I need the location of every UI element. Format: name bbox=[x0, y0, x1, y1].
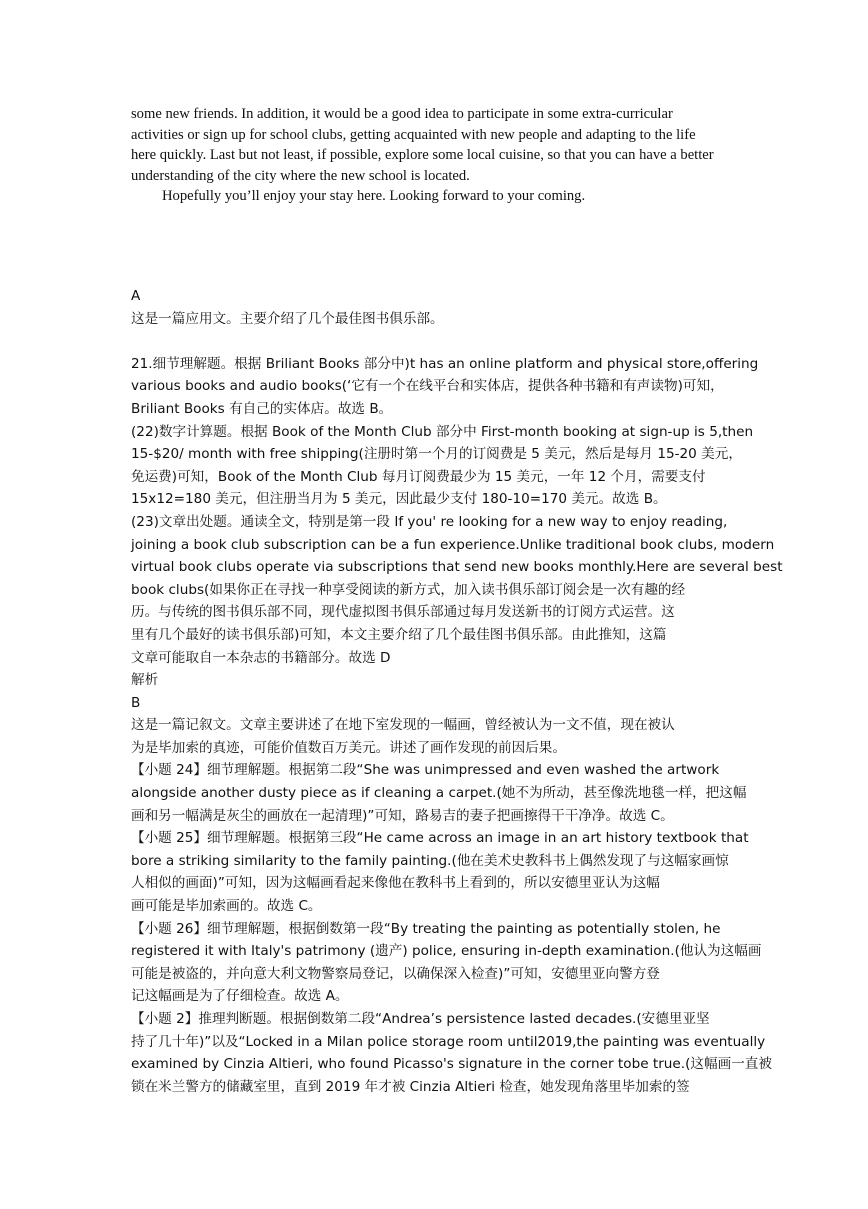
analysis-line: virtual book clubs operate via subscriptions that send new books monthly.Here are several best bbox=[131, 559, 783, 576]
letter-line: understanding of the city where the new school is located. bbox=[131, 167, 470, 184]
analysis-line: 15x12=180 美元，但注册当月为 5 美元，因此最少支付 180-10=170 美元。故选 B。 bbox=[131, 491, 667, 508]
analysis-line: book clubs(如果你正在寻找一种享受阅读的新方式，加入读书俱乐部订阅会是一次有趣的经 bbox=[131, 581, 686, 598]
analysis-line: 文章可能取自一本杂志的书籍部分。故选 D bbox=[131, 649, 391, 666]
letter-line: some new friends. In addition, it would be a good idea to participate in some extra-curricular bbox=[131, 106, 673, 122]
blank-line bbox=[131, 330, 741, 353]
section-b-label: B bbox=[131, 694, 141, 711]
analysis-line: 【小题 25】细节理解题。根据第三段“He came across an image in an art history textbook that bbox=[131, 830, 749, 847]
analysis-body bbox=[131, 285, 783, 1098]
analysis-line: (23)文章出处题。通读全文，特别是第一段 If you' re looking for a new way to enjoy reading, bbox=[131, 513, 728, 530]
analysis-line: 锁在米兰警方的储藏室里，直到 2019 年才被 Cinzia Altieri 检查，她发现角落里毕加索的签 bbox=[131, 1078, 690, 1095]
analysis-line: 15-$20/ month with free shipping(注册时第一个月的订阅费是 5 美元，然后是每月 15-20 美元， bbox=[131, 446, 742, 463]
analysis-line: 这是一篇记叙文。文章主要讲述了在地下室发现的一幅画，曾经被认为一文不值，现在被认 bbox=[131, 717, 675, 734]
section-a-label: A bbox=[131, 288, 141, 304]
analysis-line: 历。与传统的图书俱乐部不同，现代虚拟图书俱乐部通过每月发送新书的订阅方式运营。这 bbox=[131, 604, 675, 621]
analysis-line: 【小题 2】推理判断题。根据倒数第二段“Andrea’s persistence lasted decades.(安德里亚坚 bbox=[131, 1011, 710, 1027]
analysis-line: bore a striking similarity to the family painting.(他在美术史教科书上偶然发现了与这幅家画惊 bbox=[131, 852, 729, 869]
analysis-line: (22)数字计算题。根据 Book of the Month Club 部分中 First-month booking at sign-up is 5,then bbox=[131, 423, 754, 440]
analysis-line: 里有几个最好的读书俱乐部)可知，本文主要介绍了几个最佳图书俱乐部。由此推知，这篇 bbox=[131, 626, 667, 643]
analysis-line: Briliant Books 有自己的实体店。故选 B。 bbox=[131, 400, 393, 417]
analysis-heading: 解析 bbox=[131, 672, 159, 689]
letter-line: activities or sign up for school clubs, getting acquainted with new people and adapting to the life bbox=[131, 126, 696, 143]
analysis-line: 21.细节理解题。根据 Briliant Books 部分中)t has an online platform and physical store,offering bbox=[131, 355, 759, 372]
analysis-line: 为是毕加索的真迹，可能价值数百万美元。讲述了画作发现的前因后果。 bbox=[131, 739, 566, 756]
analysis-line: 【小题 24】细节理解题。根据第二段“She was unimpressed and even washed the artwork bbox=[131, 762, 720, 779]
analysis-line: examined by Cinzia Altieri, who found Picasso's signature in the corner tobe true.(这幅画一直被 bbox=[131, 1056, 772, 1073]
letter-body bbox=[131, 104, 741, 207]
analysis-line: various books and audio books(‘它有一个在线平台和实体店，提供各种书籍和有声读物)可知， bbox=[131, 378, 724, 395]
section-a-intro: 这是一篇应用文。主要介绍了几个最佳图书俱乐部。 bbox=[131, 310, 444, 327]
analysis-line: 【小题 26】细节理解题，根据倒数第一段“By treating the painting as potentially stolen, he bbox=[131, 920, 721, 937]
analysis-line: registered it with Italy's patrimony (遗产) police, ensuring in-depth examination.(他认为这幅画 bbox=[131, 943, 762, 960]
analysis-line: 画和另一幅满是灰尘的画放在一起清理)”可知，路易吉的妻子把画擦得干干净净。故选 C。 bbox=[131, 807, 674, 824]
analysis-line: alongside another dusty piece as if cleaning a carpet.(她不为所动，甚至像洗地毯一样，把这幅 bbox=[131, 785, 747, 802]
letter-line: here quickly. Last but not least, if possible, explore some local cuisine, so that you can have a better bbox=[131, 147, 714, 164]
letter-closing: Hopefully you’ll enjoy your stay here. Looking forward to your coming. bbox=[162, 188, 586, 205]
analysis-line: 画可能是毕加索画的。故选 C。 bbox=[131, 898, 322, 915]
analysis-line: joining a book club subscription can be a fun experience.Unlike traditional book clubs, modern bbox=[131, 536, 775, 553]
analysis-line: 持了几十年)”以及“Locked in a Milan police storage room until2019,the painting was eventually bbox=[131, 1033, 766, 1050]
analysis-line: 可能是被盗的，并向意大利文物警察局登记，以确保深入检查)”可知，安德里亚向警方登 bbox=[131, 965, 660, 982]
analysis-line: 记这幅画是为了仔细检查。故选 A。 bbox=[131, 988, 349, 1005]
analysis-line: 免运费)可知，Book of the Month Club 每月订阅费最少为 15 美元，一年 12 个月，需要支付 bbox=[131, 468, 706, 485]
analysis-line: 人相似的画面)”可知，因为这幅画看起来像他在教科书上看到的，所以安德里亚认为这幅 bbox=[131, 875, 660, 892]
